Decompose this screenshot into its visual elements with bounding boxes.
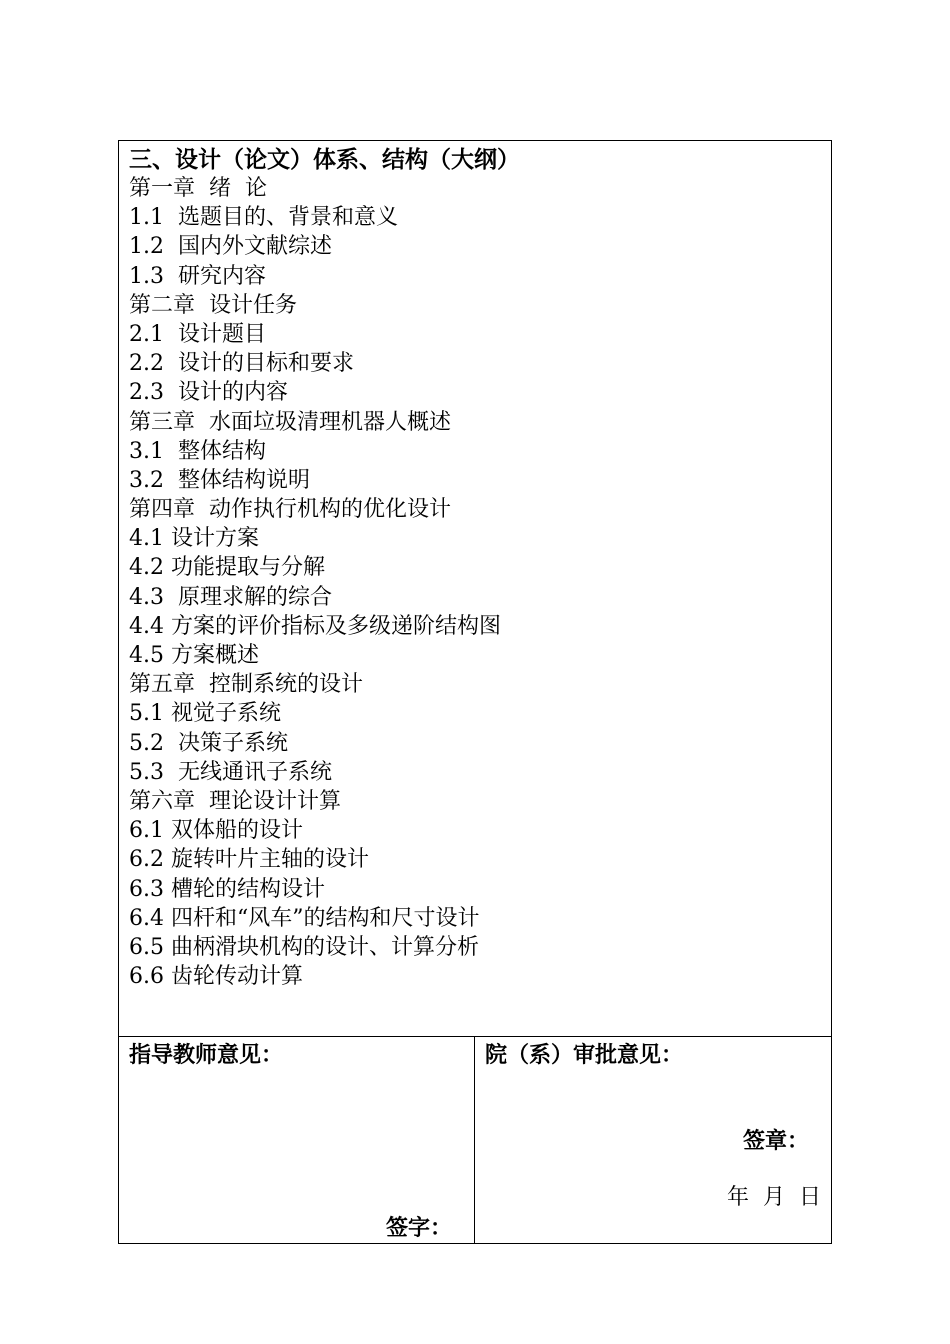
outline-title: 三、设计（论文）体系、结构（大纲） xyxy=(129,146,520,173)
outline-item: 第三章 水面垃圾清理机器人概述 xyxy=(129,409,451,435)
outline-item: 5.3 无线通讯子系统 xyxy=(129,759,332,785)
outline-item: 4.1 设计方案 xyxy=(129,526,259,552)
outline-item: 6.1 双体船的设计 xyxy=(129,818,303,844)
outline-section xyxy=(119,141,831,1037)
outline-item: 2.1 设计题目 xyxy=(129,321,266,347)
outline-item: 第四章 动作执行机构的优化设计 xyxy=(129,497,451,523)
outline-item: 1.3 研究内容 xyxy=(129,263,266,289)
outline-item: 4.3 原理求解的综合 xyxy=(129,584,332,610)
advisor-opinion-label: 指导教师意见： xyxy=(129,1042,284,1068)
outline-item: 5.2 决策子系统 xyxy=(129,730,288,756)
outline-item: 第二章 设计任务 xyxy=(129,292,297,318)
outline-item: 6.2 旋转叶片主轴的设计 xyxy=(129,847,369,873)
outline-item: 4.5 方案概述 xyxy=(129,643,259,668)
outline-item: 4.2 功能提取与分解 xyxy=(129,555,325,581)
outline-item: 6.4 四杆和“风车”的结构和尺寸设计 xyxy=(129,905,480,931)
outline-item: 第五章 控制系统的设计 xyxy=(129,672,363,698)
outline-item: 6.5 曲柄滑块机构的设计、计算分析 xyxy=(129,934,479,960)
opinions-row xyxy=(119,1037,831,1243)
approval-date-label: 年 月 日 xyxy=(727,1185,821,1210)
outline-item: 4.4 方案的评价指标及多级递阶结构图 xyxy=(129,613,501,639)
outline-item: 第六章 理论设计计算 xyxy=(129,788,341,814)
form-table xyxy=(118,140,832,1244)
advisor-opinion-cell xyxy=(119,1037,475,1243)
outline-item: 1.1 选题目的、背景和意义 xyxy=(129,205,398,231)
outline-item: 3.1 整体结构 xyxy=(129,438,266,464)
outline-item: 1.2 国内外文献综述 xyxy=(129,234,332,260)
outline-item: 6.6 齿轮传动计算 xyxy=(129,964,303,990)
outline-item: 3.2 整体结构说明 xyxy=(129,467,310,493)
department-seal-label: 签章： xyxy=(742,1128,809,1154)
outline-item: 2.3 设计的内容 xyxy=(129,380,288,406)
outline-item: 5.1 视觉子系统 xyxy=(129,701,281,727)
outline-item: 2.2 设计的目标和要求 xyxy=(129,351,354,377)
outline-item: 6.3 槽轮的结构设计 xyxy=(129,876,325,902)
outline-item: 第一章 绪 论 xyxy=(129,176,267,201)
department-approval-label: 院（系）审批意见： xyxy=(485,1042,684,1068)
department-approval-cell xyxy=(475,1037,831,1243)
outline-list xyxy=(129,174,501,991)
advisor-signature-label: 签字： xyxy=(385,1215,452,1241)
